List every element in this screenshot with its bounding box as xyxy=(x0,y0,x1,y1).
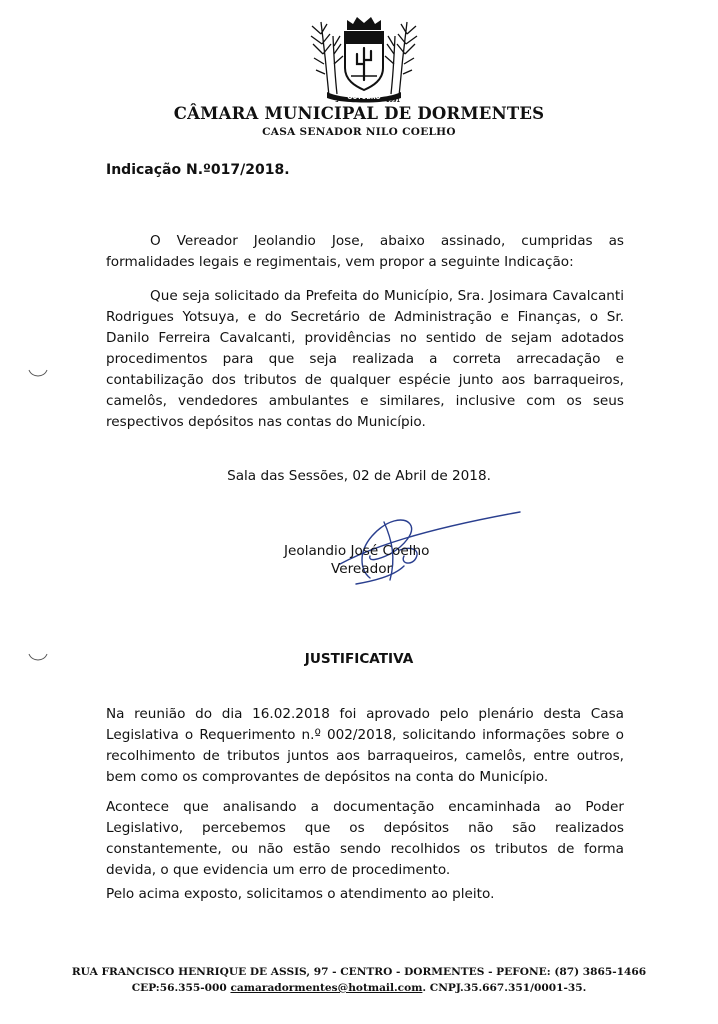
justification-paragraph-1: Na reunião do dia 16.02.2018 foi aprovado pelo plenário desta Casa Legislativa o Requerimento n.º 002/2018, solicitando informações sobre o recolhimento de tributos juntos aos barraqueiros, camelôs, entre outros, bem como os comprovantes de depósitos na conta do Município. xyxy=(106,706,624,785)
document-number: Indicação N.º017/2018. xyxy=(106,162,290,178)
footer-contact xyxy=(0,982,718,994)
institution-name: CÂMARA MUNICIPAL DE DORMENTES xyxy=(173,104,545,123)
justification-paragraph-2: Acontece que analisando a documentação encaminhada ao Poder Legislativo, percebemos que os depósitos não são realizados constantemente, ou não estão sendo recolhidos os tributos de forma devida, o que evidencia um erro de procedimento. xyxy=(106,799,624,878)
crest-banner-text: OUTUBRO xyxy=(347,94,381,101)
footer-cep: CEP:56.355-000 xyxy=(131,982,227,994)
justification-paragraph-3: Pelo acima exposto, solicitamos o atendimento ao pleito. xyxy=(106,886,495,902)
institution-subtitle: CASA SENADOR NILO COELHO xyxy=(262,126,456,138)
signer-role: Vereador xyxy=(331,561,393,577)
intro-paragraph: O Vereador Jeolandio Jose, abaixo assinado, cumpridas as formalidades legais e regimentais, vem propor a seguinte Indicação: xyxy=(106,233,624,270)
footer-email: camaradormentes@hotmail.com xyxy=(230,982,423,994)
municipal-crest-emblem xyxy=(307,14,421,104)
footer-cnpj: . CNPJ.35.667.351/0001-35. xyxy=(422,982,587,994)
crest-year-text: 1991 xyxy=(386,98,400,104)
crest-day-text: 3 xyxy=(335,98,339,104)
place-date: Sala das Sessões, 02 de Abril de 2018. xyxy=(227,468,491,484)
justification-title: JUSTIFICATIVA xyxy=(304,651,414,667)
signer-name: Jeolandio José Coelho xyxy=(284,543,430,559)
punch-hole-mark xyxy=(26,368,50,380)
punch-hole-mark xyxy=(26,652,50,664)
footer-address: RUA FRANCISCO HENRIQUE DE ASSIS, 97 - CENTRO - DORMENTES - PEFONE: (87) 3865-1466 xyxy=(71,966,647,978)
request-paragraph: Que seja solicitado da Prefeita do Município, Sra. Josimara Cavalcanti Rodrigues Yotsuya, e do Secretário de Administração e Finanças, o Sr. Danilo Ferreira Cavalcanti, providências no sentido de sejam adotados procedimentos para que seja realizada a correta arrecadação e contabilização dos tributos de qualquer espécie junto aos barraqueiros, camelôs, vendedores ambulantes e similares, inclusive com os seus respectivos depósitos nas contas do Município. xyxy=(106,288,624,430)
